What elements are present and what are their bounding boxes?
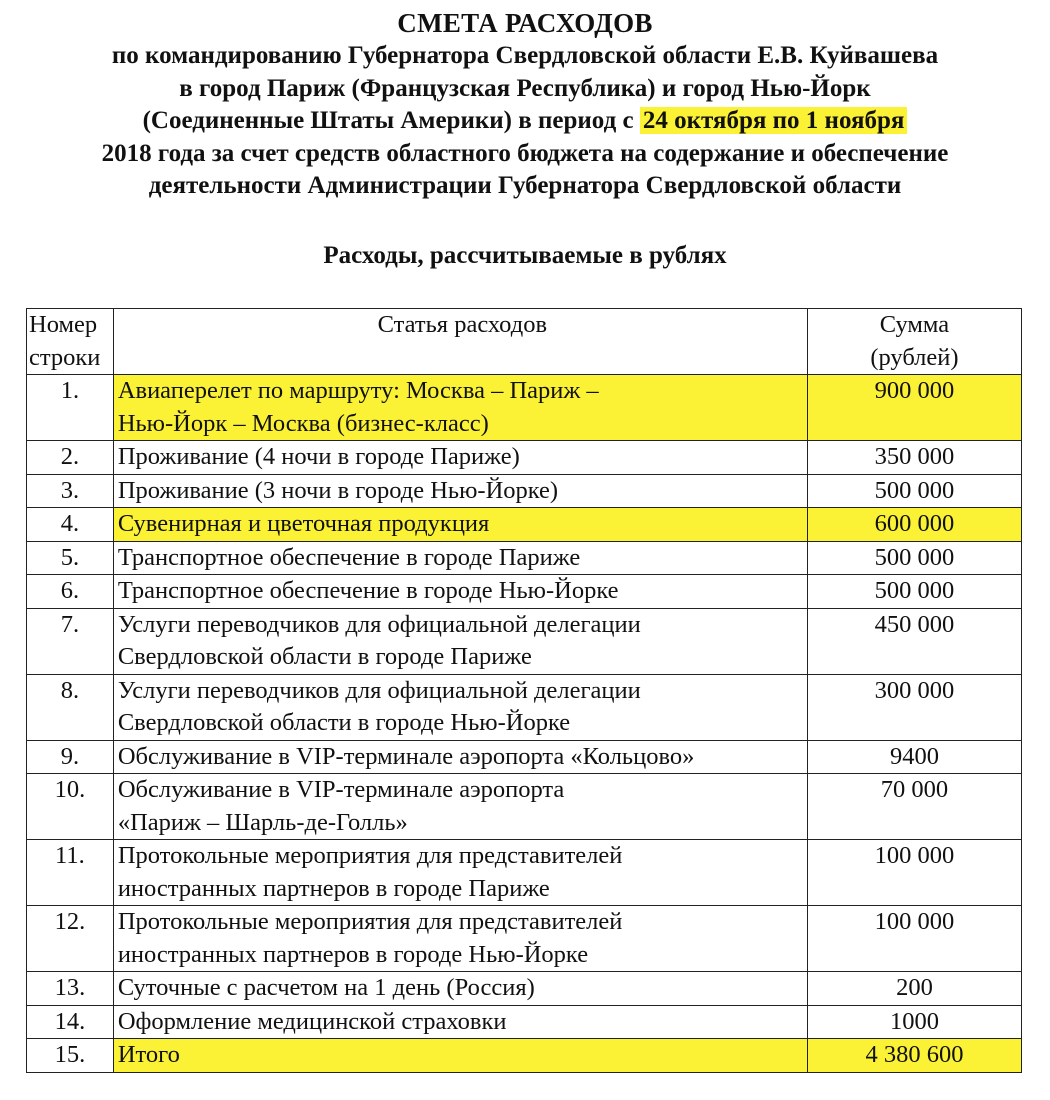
row-item-line: Протокольные мероприятия для представителей <box>117 908 623 935</box>
header-sum-line: (рублей) <box>870 343 959 371</box>
row-item-line: «Париж – Шарль-де-Голль» <box>117 808 408 836</box>
table-row <box>27 972 1022 1006</box>
row-sum: 9400 <box>807 740 1021 774</box>
row-number: 11. <box>27 840 114 906</box>
header-sum <box>807 309 1021 375</box>
document-title: СМЕТА РАСХОДОВ <box>397 8 653 38</box>
row-item <box>113 740 807 774</box>
row-sum: 300 000 <box>807 674 1021 740</box>
header-number <box>27 309 114 375</box>
row-item-line: Протокольные мероприятия для представителей <box>117 842 623 869</box>
table-row <box>27 508 1022 542</box>
row-item-line: Свердловской области в городе Нью-Йорке <box>117 709 571 736</box>
row-sum: 500 000 <box>807 474 1021 508</box>
row-item <box>113 906 807 972</box>
table-body <box>27 375 1022 1073</box>
row-sum: 70 000 <box>807 774 1021 840</box>
row-item <box>113 608 807 674</box>
row-item <box>113 1005 807 1039</box>
row-item <box>113 441 807 475</box>
row-item <box>113 1039 807 1073</box>
table-row <box>27 1039 1022 1073</box>
row-item <box>113 674 807 740</box>
table-row <box>27 441 1022 475</box>
subtitle-line-3-prefix: (Соединенные Штаты Америки) в период с <box>142 107 640 134</box>
subtitle-line-4: 2018 года за счет средств областного бюджета на содержание и обеспечение <box>101 139 949 167</box>
header-row <box>27 309 1022 375</box>
row-number: 7. <box>27 608 114 674</box>
row-item-line: Итого <box>117 1041 180 1068</box>
row-sum: 350 000 <box>807 441 1021 475</box>
row-sum: 500 000 <box>807 575 1021 609</box>
row-item <box>113 508 807 542</box>
row-number: 9. <box>27 740 114 774</box>
row-item-line: Транспортное обеспечение в городе Нью-Йорке <box>117 577 619 604</box>
row-sum: 600 000 <box>807 508 1021 542</box>
header-number-line: строки <box>29 343 101 371</box>
row-number: 14. <box>27 1005 114 1039</box>
row-item-line: Транспортное обеспечение в городе Париже <box>117 543 581 571</box>
header-item: Статья расходов <box>113 309 807 375</box>
row-number: 2. <box>27 441 114 475</box>
row-sum: 4 380 600 <box>807 1039 1021 1073</box>
row-item-line: Проживание (3 ночи в городе Нью-Йорке) <box>117 476 559 504</box>
row-item-line: Проживание (4 ночи в городе Париже) <box>117 443 520 470</box>
subtitle-line-5: деятельности Администрации Губернатора Свердловской области <box>148 172 902 199</box>
subtitle-line-1: по командированию Губернатора Свердловской области Е.В. Куйвашева <box>111 42 939 69</box>
row-item-line: иностранных партнеров в городе Париже <box>117 874 550 902</box>
table-row <box>27 740 1022 774</box>
row-sum: 100 000 <box>807 906 1021 972</box>
subtitle-line-2: в город Париж (Французская Республика) и город Нью-Йорк <box>179 74 871 102</box>
row-sum: 1000 <box>807 1005 1021 1039</box>
row-item-line: Авиаперелет по маршруту: Москва – Париж – <box>117 377 599 404</box>
row-sum: 900 000 <box>807 375 1021 441</box>
row-item-line: Услуги переводчиков для официальной делегации <box>117 676 641 704</box>
row-number: 13. <box>27 972 114 1006</box>
table-row <box>27 1005 1022 1039</box>
row-number: 15. <box>27 1039 114 1073</box>
table-row <box>27 674 1022 740</box>
row-number: 3. <box>27 474 114 508</box>
row-sum: 450 000 <box>807 608 1021 674</box>
table-row <box>27 774 1022 840</box>
row-item-line: иностранных партнеров в городе Нью-Йорке <box>117 940 589 968</box>
document-heading <box>0 6 1050 203</box>
row-item <box>113 375 807 441</box>
row-item-line: Нью-Йорк – Москва (бизнес-класс) <box>117 409 489 437</box>
row-sum: 500 000 <box>807 541 1021 575</box>
row-number: 5. <box>27 541 114 575</box>
row-number: 12. <box>27 906 114 972</box>
row-number: 6. <box>27 575 114 609</box>
row-item-line: Сувенирная и цветочная продукция <box>117 510 490 537</box>
row-item-line: Услуги переводчиков для официальной делегации <box>117 610 641 638</box>
row-item-line: Обслуживание в VIP-терминале аэропорта <box>117 776 565 803</box>
table-row <box>27 575 1022 609</box>
table-row <box>27 608 1022 674</box>
row-item <box>113 474 807 508</box>
row-item <box>113 541 807 575</box>
row-item-line: Оформление медицинской страховки <box>117 1007 507 1035</box>
row-sum: 100 000 <box>807 840 1021 906</box>
budget-table <box>26 308 1022 1073</box>
row-sum: 200 <box>807 972 1021 1006</box>
table-row <box>27 375 1022 441</box>
row-number: 4. <box>27 508 114 542</box>
table-row <box>27 474 1022 508</box>
table-row <box>27 840 1022 906</box>
header-number-line: Номер <box>29 311 98 338</box>
table-header <box>27 309 1022 375</box>
header-sum-line: Сумма <box>879 311 950 338</box>
row-item <box>113 575 807 609</box>
row-item-line: Суточные с расчетом на 1 день (Россия) <box>117 974 535 1001</box>
row-item-line: Обслуживание в VIP-терминале аэропорта «Кольцово» <box>117 742 695 770</box>
table-row <box>27 541 1022 575</box>
row-item <box>113 972 807 1006</box>
highlighted-period: 24 октября по 1 ноября <box>640 107 908 134</box>
table-row <box>27 906 1022 972</box>
row-item-line: Свердловской области в городе Париже <box>117 643 532 670</box>
row-item <box>113 840 807 906</box>
row-item <box>113 774 807 840</box>
row-number: 10. <box>27 774 114 840</box>
row-number: 1. <box>27 375 114 441</box>
subtitle-line-3 <box>0 105 1050 138</box>
row-number: 8. <box>27 674 114 740</box>
section-heading: Расходы, рассчитываемые в рублях <box>323 242 727 269</box>
